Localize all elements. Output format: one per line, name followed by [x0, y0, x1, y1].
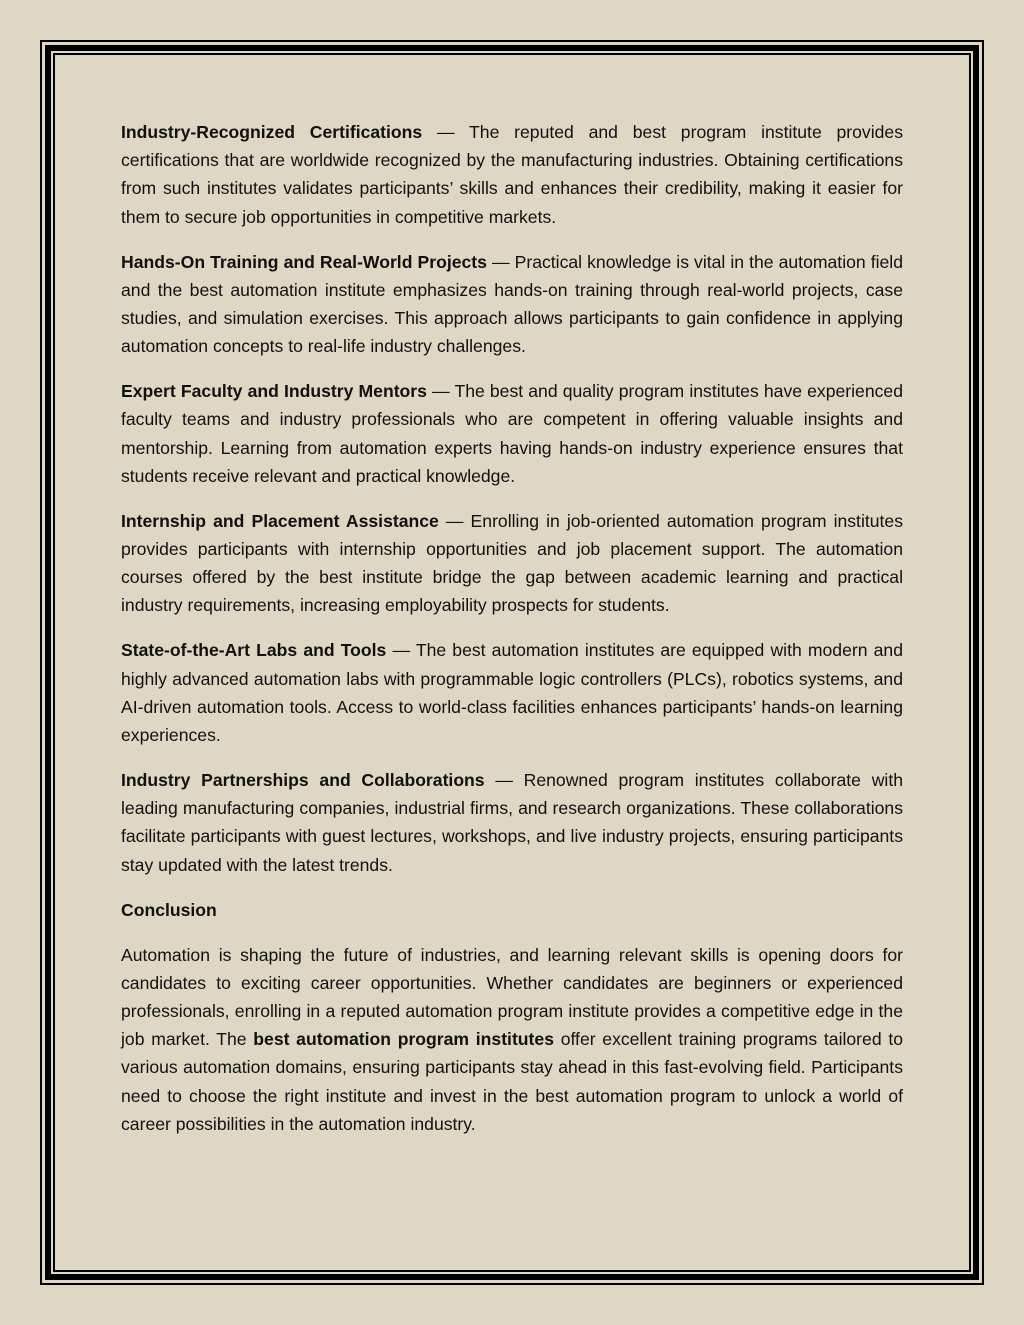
conclusion-heading: Conclusion [121, 899, 217, 920]
section-heading: Expert Faculty and Industry Mentors [121, 381, 427, 402]
section-labs-tools [121, 636, 903, 749]
section-heading: Industry-Recognized Certifications [121, 122, 423, 142]
section-partnerships [121, 766, 903, 879]
conclusion-bold-phrase: best automation program institutes [253, 1029, 554, 1050]
section-hands-on-training [121, 248, 903, 361]
section-heading: State-of-the-Art Labs and Tools [121, 640, 387, 661]
conclusion-text-after: offer excellent training programs tailored to various automation domains, ensuring participants stay ahead in this fast-evolving field. Participants need to choose the right institute and invest in the best automation program to unlock a world of career possibilities in the automation industry. [121, 1029, 903, 1134]
section-body: — The best automation institutes are equipped with modern and highly advanced automation labs with programmable logic controllers (PLCs), robotics systems, and AI-driven automation tools. Access to world-class facilities enhances participants’ hands-on learning experiences. [121, 640, 903, 746]
section-certifications [121, 118, 903, 231]
section-expert-faculty [121, 377, 903, 490]
section-body: — Renowned program institutes collaborate with leading manufacturing companies, industrial firms, and research organizations. These collaborations facilitate participants with guest lectures, workshops, and live industry projects, ensuring participants stay updated with the latest trends. [121, 770, 903, 875]
section-body: — The best and quality program institutes have experienced faculty teams and industry professionals who are competent in offering valuable insights and mentorship. Learning from automation experts having hands-on industry experience ensures that students receive relevant and practical knowledge. [121, 381, 903, 486]
section-body: — The reputed and best program institute provides certifications that are worldwide recognized by the manufacturing industries. Obtaining certifications from such institutes validates participants’ skills and enhances their credibility, making it easier for them to secure job opportunities in competitive markets. [121, 122, 904, 227]
document-body [121, 118, 903, 1155]
section-heading: Hands-On Training and Real-World Projects [121, 251, 487, 272]
conclusion-text-before: Automation is shaping the future of industries, and learning relevant skills is opening doors for candidates to exciting career opportunities. Whether candidates are beginners or experienced professionals, enrolling in a reputed automation program institute provides a competitive edge in the job market. The [121, 944, 903, 1050]
section-body: — Practical knowledge is vital in the automation field and the best automation institute emphasizes hands-on training through real-world projects, case studies, and simulation exercises. This approach allows participants to gain confidence in applying automation concepts to real-life industry challenges. [121, 251, 903, 357]
conclusion-paragraph [121, 941, 903, 1138]
section-heading: Internship and Placement Assistance [121, 510, 439, 531]
section-internship-placement [121, 507, 903, 620]
section-body: — Enrolling in job-oriented automation program institutes provides participants with internship opportunities and job placement support. The automation courses offered by the best institute bridge the gap between academic learning and practical industry requirements, increasing employability prospects for students. [121, 510, 903, 616]
section-heading: Industry Partnerships and Collaborations [121, 770, 485, 791]
